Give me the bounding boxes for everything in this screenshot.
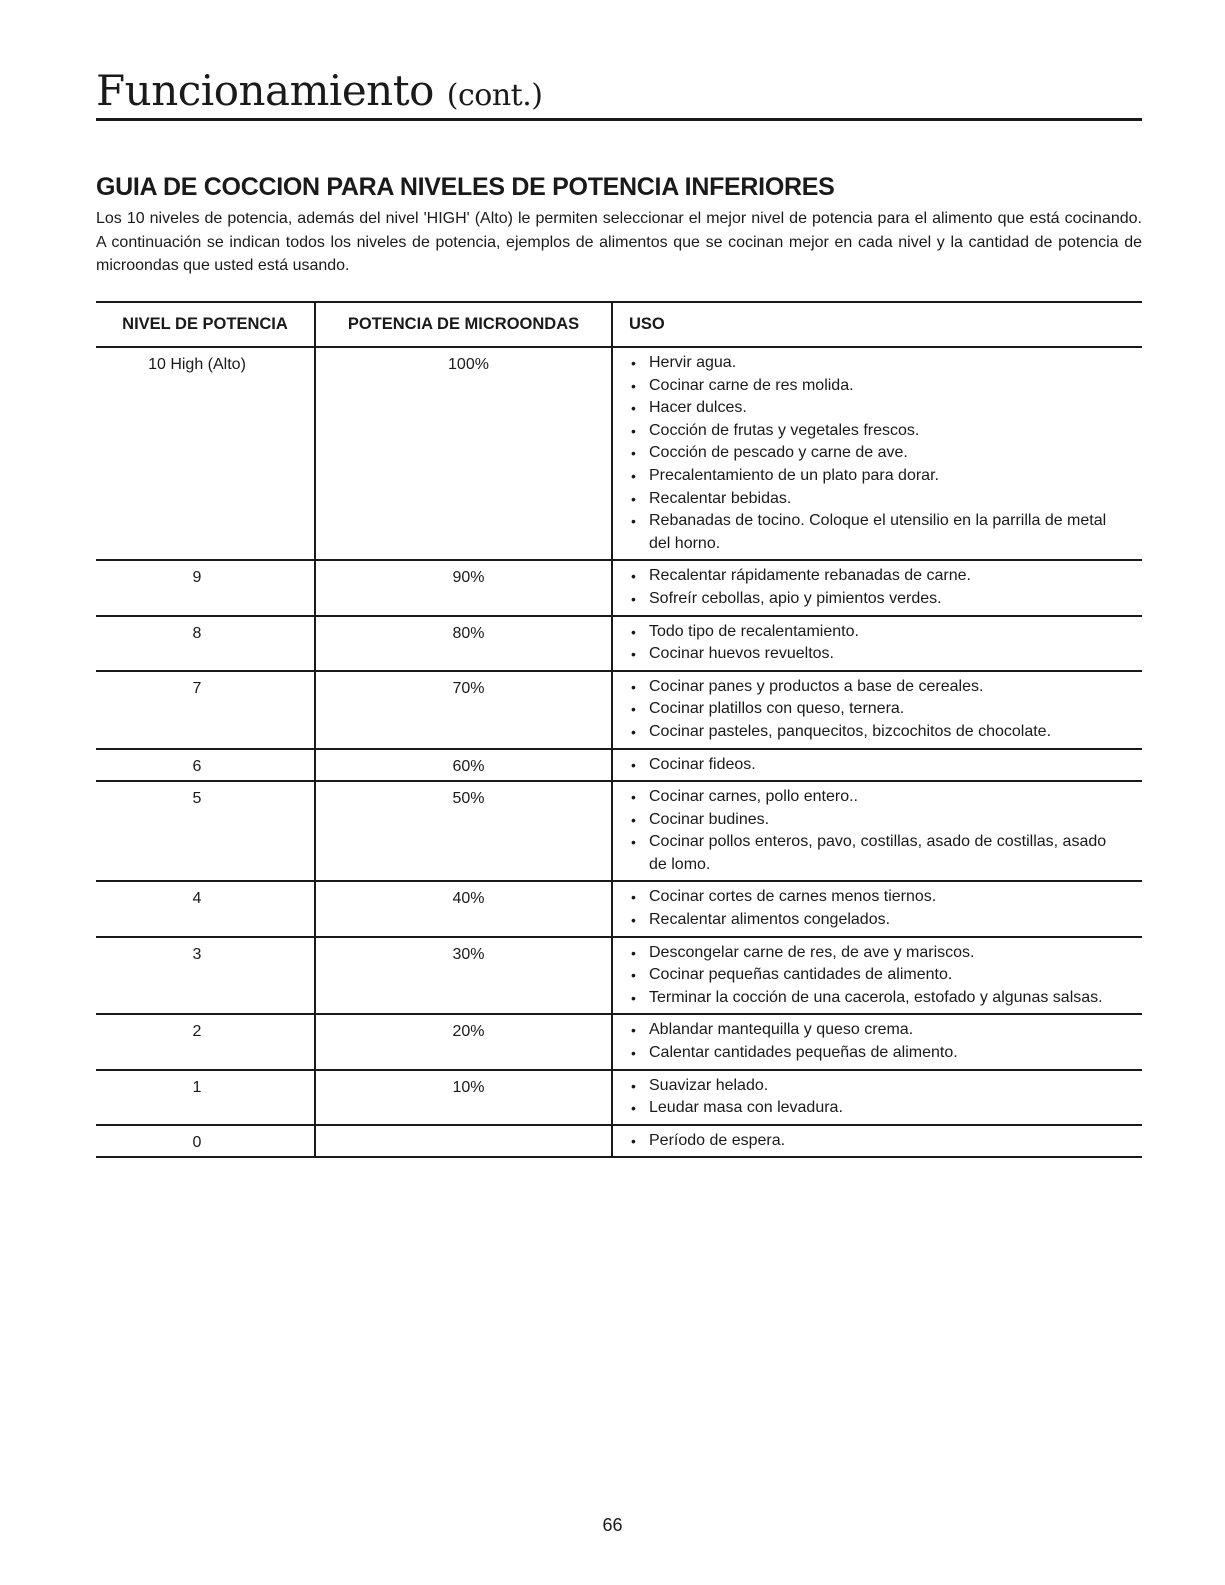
power-level-cell: 4 [96,881,315,936]
use-list-item: • Ablandar mantequilla y queso crema. [627,1019,1132,1042]
use-list-item: • Recalentar rápidamente rebanadas de carne. [627,565,1132,588]
power-level-table [96,301,1142,1158]
use-list-item: • Cocinar pequeñas cantidades de alimento. [627,964,1132,987]
use-list-item: • Cocinar huevos revueltos. [627,643,1132,666]
table-row [96,749,1142,782]
use-list-item: • Leudar masa con levadura. [627,1097,1132,1120]
use-cell [612,881,1142,936]
use-list [627,942,1132,1010]
header-use: USO [612,302,1142,347]
use-cell [612,749,1142,782]
use-list-item: • Todo tipo de recalentamiento. [627,621,1132,644]
page-title [96,66,543,115]
use-list-item: • Sofreír cebollas, apio y pimientos verdes. [627,588,1132,611]
use-list [627,1130,1132,1153]
use-list [627,886,1132,931]
power-level-cell: 1 [96,1070,315,1125]
power-level-cell: 10 High (Alto) [148,356,246,373]
microwave-power-cell: 20% [315,1014,612,1069]
use-cell [612,1125,1142,1158]
power-level-cell: 3 [96,937,315,1015]
use-list-item: • Suavizar helado. [627,1075,1132,1098]
use-list [627,1019,1132,1064]
use-list-item: • Recalentar bebidas. [627,488,1132,511]
use-list [627,352,1132,555]
microwave-power-cell: 40% [315,881,612,936]
header-power-level: NIVEL DE POTENCIA [96,302,315,347]
microwave-power-cell [315,1125,612,1158]
use-list [627,621,1132,666]
microwave-power-cell: 10% [315,1070,612,1125]
use-list-item: • Recalentar alimentos congelados. [627,909,1132,932]
use-list-item: • Cocinar cortes de carnes menos tiernos. [627,886,1132,909]
table-row [96,560,1142,615]
table-header [96,302,1142,347]
use-list [627,754,1132,777]
microwave-power-cell: 100% [315,347,612,560]
power-level-cell: 5 [96,781,315,881]
table-row [96,1070,1142,1125]
use-list-item: • Cocinar carne de res molida. [627,375,1132,398]
use-list-item: • Rebanadas de tocino. Coloque el utensilio en la parrilla de metal del horno. [627,510,1132,555]
use-cell [612,616,1142,671]
use-list-item: • Precalentamiento de un plato para dorar. [627,465,1132,488]
use-list-item: • Cocinar platillos con queso, ternera. [627,698,1132,721]
page-header [96,62,1142,121]
use-list-item: • Cocinar budines. [627,809,1132,832]
use-list-item: • Calentar cantidades pequeñas de alimento. [627,1042,1132,1065]
power-level-cell: 0 [96,1125,315,1158]
page-number: 66 [602,1515,623,1535]
use-list-item: • Descongelar carne de res, de ave y mariscos. [627,942,1132,965]
power-level-cell: 2 [96,1014,315,1069]
table-row [96,347,1142,560]
power-level-cell: 9 [96,560,315,615]
microwave-power-cell: 50% [315,781,612,881]
table-header-row [96,302,1142,347]
use-list-item: • Período de espera. [627,1130,1132,1153]
use-list-item: • Cocinar pollos enteros, pavo, costillas, asado de costillas, asado de lomo. [627,831,1132,876]
use-list-item: • Hervir agua. [627,352,1132,375]
use-list-item: • Cocción de frutas y vegetales frescos. [627,420,1132,443]
table-row [96,1125,1142,1158]
use-list [627,1075,1132,1120]
use-list-item: • Cocinar fideos. [627,754,1132,777]
use-cell [612,1014,1142,1069]
use-list [627,786,1132,876]
microwave-power-cell: 80% [315,616,612,671]
microwave-power-cell: 90% [315,560,612,615]
use-list-item: • Cocinar pasteles, panquecitos, bizcochitos de chocolate. [627,721,1132,744]
use-cell [612,937,1142,1015]
table-body [96,347,1142,1157]
use-list-item: • Terminar la cocción de una cacerola, estofado y algunas salsas. [627,987,1132,1010]
table-row [96,937,1142,1015]
header-microwave-power: POTENCIA DE MICROONDAS [315,302,612,347]
use-list [627,676,1132,744]
page-title-suffix: (cont.) [446,78,543,113]
power-level-cell: 6 [96,749,315,782]
table-row [96,1014,1142,1069]
power-level-cell: 8 [96,616,315,671]
table-row [96,781,1142,881]
section-heading: GUIA DE COCCION PARA NIVELES DE POTENCIA INFERIORES [96,173,835,201]
use-cell [612,671,1142,749]
use-cell [612,781,1142,881]
use-cell [612,347,1142,560]
table-row [96,881,1142,936]
use-list-item: • Cocción de pescado y carne de ave. [627,442,1132,465]
use-cell [612,1070,1142,1125]
use-list-item: • Cocinar panes y productos a base de cereales. [627,676,1132,699]
use-list [627,565,1132,610]
use-list-item: • Hacer dulces. [627,397,1132,420]
microwave-power-cell: 60% [315,749,612,782]
page-title-main: Funcionamiento [96,66,434,115]
table-row [96,616,1142,671]
microwave-power-cell: 70% [315,671,612,749]
microwave-power-cell: 30% [315,937,612,1015]
use-cell [612,560,1142,615]
intro-paragraph: Los 10 niveles de potencia, además del nivel 'HIGH' (Alto) le permiten seleccionar el mejor nivel de potencia para el alimento que está cocinando. A continuación se indican todos los niveles de potencia, ejemplos de alimentos que se cocinan mejor en cada nivel y la cantidad de potencia de microondas que usted está usando. [96,210,1142,274]
table-row [96,671,1142,749]
power-level-cell: 7 [96,671,315,749]
use-list-item: • Cocinar carnes, pollo entero.. [627,786,1132,809]
